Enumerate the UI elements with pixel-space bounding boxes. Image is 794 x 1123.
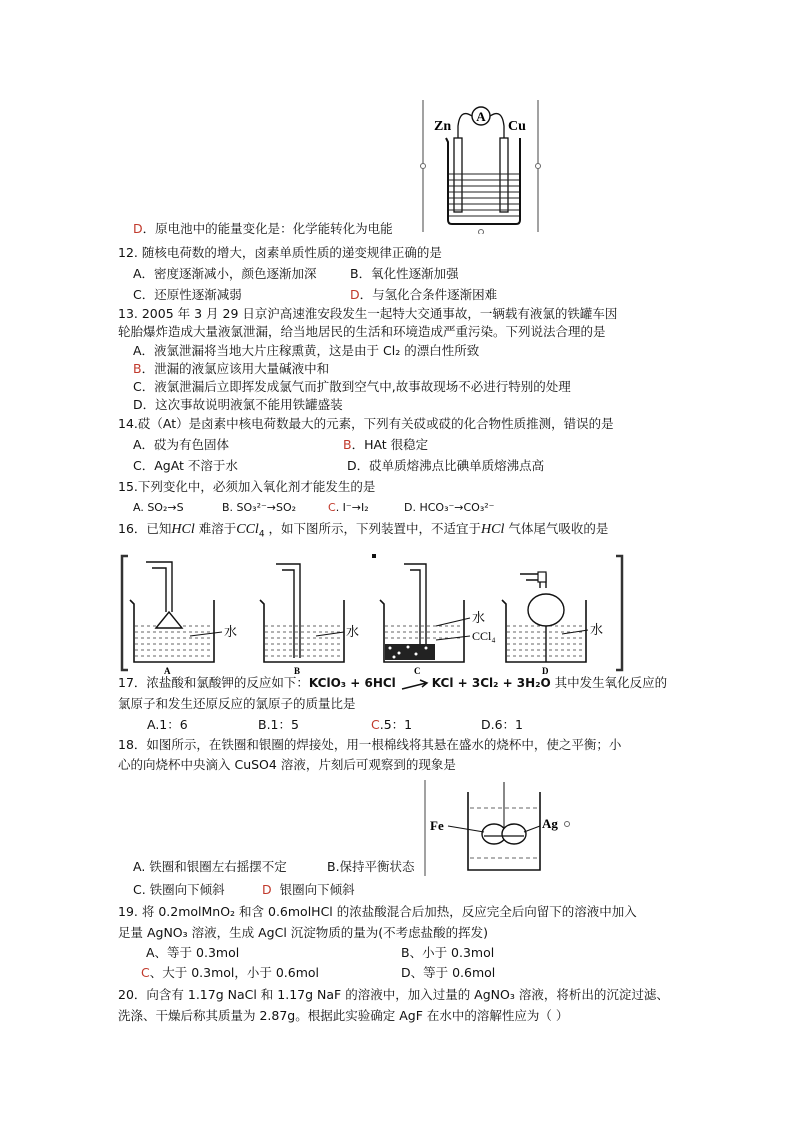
q18-option-c: C. 铁圈向下倾斜 bbox=[133, 882, 225, 897]
q16-label-b: B bbox=[294, 666, 301, 676]
q14-stem: 14.砹（At）是卤素中核电荷数最大的元素，下列有关砹或砹的化合物性质推测，错误的是 bbox=[118, 416, 614, 431]
q17-option-d: D.6：1 bbox=[481, 717, 524, 732]
q18-option-d: D 银圈向下倾斜 bbox=[262, 882, 355, 897]
q12-option-c: C．还原性逐渐减弱 bbox=[133, 287, 242, 302]
q16-label-water-b: 水 bbox=[346, 624, 360, 639]
q17-option-a: A.1：6 bbox=[147, 717, 188, 732]
q19-option-d: D、等于 0.6mol bbox=[401, 965, 496, 980]
q14-option-c: C．AgAt 不溶于水 bbox=[133, 458, 238, 473]
q16-label-water-c: 水 bbox=[472, 610, 486, 625]
fe-label: Fe bbox=[430, 818, 444, 833]
q12-option-d: D．与氢化合条件逐渐困难 bbox=[350, 287, 498, 302]
q16-stem: 16．已知HCl 难溶于CCl$_4$ ，如下图所示，下列装置中，不适宜于HCl 气体尾气吸收的是 bbox=[118, 521, 609, 540]
q20-stem-line2: 洗涤、干燥后称其质量为 2.87g。根据此实验确定 AgF 在水中的溶解性应为（ ） bbox=[118, 1008, 569, 1023]
q12-stem: 12. 随核电荷数的增大，卤素单质性质的递变规律正确的是 bbox=[118, 245, 442, 260]
q11-option-d: D．原电池中的能量变化是：化学能转化为电能 bbox=[133, 221, 393, 236]
q15-option-c: C. I⁻→I₂ bbox=[328, 501, 369, 514]
q16-label-c: C bbox=[414, 666, 421, 676]
q14-option-a: A．砹为有色固体 bbox=[133, 437, 230, 452]
q18-option-b: B.保持平衡状态 bbox=[327, 859, 415, 874]
q18-rings-figure bbox=[422, 778, 570, 878]
q16-label-a: A bbox=[164, 666, 171, 676]
q16-apparatus-figure bbox=[118, 552, 626, 676]
q19-option-b: B、小于 0.3mol bbox=[401, 945, 495, 960]
q15-stem: 15.下列变化中，必须加入氧化剂才能发生的是 bbox=[118, 479, 376, 494]
reaction-arrow-icon bbox=[396, 677, 432, 691]
q17-stem-line2: 氯原子和发生还原反应的氯原子的质量比是 bbox=[118, 696, 356, 711]
q13-stem-line2: 轮胎爆炸造成大量液氯泄漏，给当地居民的生活和环境造成严重污染。下列说法合理的是 bbox=[118, 324, 606, 339]
q18-stem-line2: 心的向烧杯中央滴入 CuSO4 溶液，片刻后可观察到的现象是 bbox=[118, 757, 456, 772]
q12-option-b: B．氧化性逐渐加强 bbox=[350, 266, 459, 281]
q20-stem-line1: 20．向含有 1.17g NaCl 和 1.17g NaF 的溶液中，加入过量的 AgNO₃ 溶液，将析出的沉淀过滤、 bbox=[118, 987, 669, 1002]
zn-label: Zn bbox=[434, 119, 452, 134]
q15-option-b: B. SO₃²⁻→SO₂ bbox=[222, 501, 297, 514]
ag-label: Ag bbox=[542, 816, 558, 831]
q13-option-d: D．这次事故说明液氯不能用铁罐盛装 bbox=[133, 397, 343, 412]
q15-option-a: A. SO₂→S bbox=[133, 501, 184, 514]
galvanic-cell-figure bbox=[420, 98, 542, 234]
ammeter-label: A bbox=[476, 109, 486, 124]
q14-option-d: D．砹单质熔沸点比碘单质熔沸点高 bbox=[347, 458, 545, 473]
q16-label-water-a: 水 bbox=[224, 624, 238, 639]
q13-option-a: A．液氯泄漏将当地大片庄稼熏黄，这是由于 Cl₂ 的漂白性所致 bbox=[133, 343, 480, 358]
q16-label-ccl4: CCl₄ bbox=[472, 629, 496, 643]
q18-option-a: A. 铁圈和银圈左右摇摆不定 bbox=[133, 859, 287, 874]
q19-option-a: A、等于 0.3mol bbox=[146, 945, 240, 960]
q17-option-b: B.1：5 bbox=[258, 717, 299, 732]
q18-stem-line1: 18．如图所示，在铁圈和银圈的焊接处，用一根棉线将其悬在盛水的烧杯中，使之平衡；小 bbox=[118, 737, 622, 752]
q14-option-b: B．HAt 很稳定 bbox=[343, 437, 429, 452]
q13-stem-line1: 13. 2005 年 3 月 29 日京沪高速淮安段发生一起特大交通事故，一辆载有液氯的铁罐车因 bbox=[118, 306, 618, 321]
q13-option-b: B．泄漏的液氯应该用大量碱液中和 bbox=[133, 361, 330, 376]
q15-option-d: D. HCO₃⁻→CO₃²⁻ bbox=[404, 501, 495, 514]
q17-option-c: C.5：1 bbox=[371, 717, 413, 732]
cu-label: Cu bbox=[508, 119, 526, 134]
q16-label-d: D bbox=[542, 666, 549, 676]
q12-option-a: A．密度逐渐减小，颜色逐渐加深 bbox=[133, 266, 317, 281]
q19-stem-line1: 19. 将 0.2molMnO₂ 和含 0.6molHCl 的浓盐酸混合后加热，反应完全后向留下的溶液中加入 bbox=[118, 904, 637, 919]
q13-option-c: C．液氯泄漏后立即挥发成氯气而扩散到空气中,故事故现场不必进行特别的处理 bbox=[133, 379, 571, 394]
q19-stem-line2: 足量 AgNO₃ 溶液，生成 AgCl 沉淀物质的量为(不考虑盐酸的挥发) bbox=[118, 925, 489, 940]
q16-label-water-d: 水 bbox=[590, 622, 604, 637]
q19-option-c: C、大于 0.3mol，小于 0.6mol bbox=[141, 965, 320, 980]
q17-stem-line1: 17．浓盐酸和氯酸钾的反应如下：KClO₃ + 6HCl KCl + 3Cl₂ + 3H₂O 其中发生氧化反应的 bbox=[118, 675, 668, 690]
